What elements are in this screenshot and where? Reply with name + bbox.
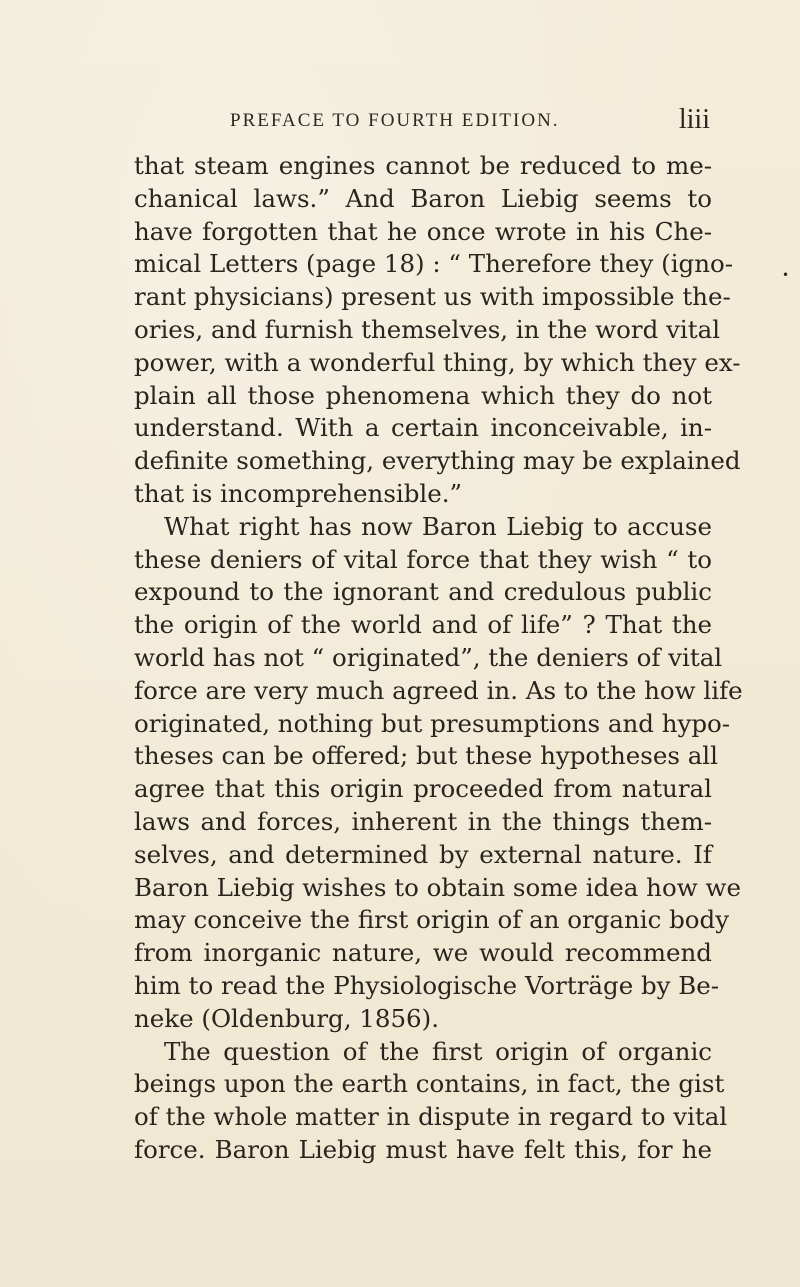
text-line: neke (Oldenburg, 1856). [134, 1003, 439, 1033]
text-line: selves, and determined by external nature. If [134, 839, 712, 869]
text-line: Baron Liebig wishes to obtain some idea how we [134, 872, 741, 902]
page-number: liii [678, 104, 710, 135]
text-line: understand. With a certain inconceivable, in- [134, 413, 712, 443]
text-line: definite something, everything may be explained [134, 446, 741, 476]
page-header [200, 104, 710, 146]
text-line: plain all those phenomena which they do not [134, 380, 712, 410]
text-line: of the whole matter in dispute in regard to vital [134, 1102, 728, 1132]
text-line: power, with a wonderful thing, by which they ex- [134, 347, 741, 377]
text-line: him to read the Physiologische Vorträge by Be- [134, 970, 720, 1000]
text-line: rant physicians) present us with impossible the- [134, 282, 731, 312]
running-head: PREFACE TO FOURTH EDITION. [230, 110, 560, 131]
body-text [134, 150, 743, 1167]
text-line: ories, and furnish themselves, in the word vital [134, 314, 721, 344]
text-line: originated, nothing but presumptions and hypo- [134, 708, 731, 738]
text-line: force are very much agreed in. As to the how life [134, 675, 743, 705]
text-line: What right has now Baron Liebig to accuse [164, 511, 712, 541]
text-line: chanical laws.” And Baron Liebig seems to [134, 183, 712, 213]
text-line: laws and forces, inherent in the things them- [134, 806, 712, 836]
text-line: from inorganic nature, we would recommend [134, 938, 712, 968]
text-line: agree that this origin proceeded from natural [134, 774, 712, 804]
text-line: theses can be offered; but these hypotheses all [134, 741, 718, 771]
text-line: the origin of the world and of life” ? That the [134, 610, 712, 640]
text-line: may conceive the first origin of an organic body [134, 905, 730, 935]
text-line: have forgotten that he once wrote in his Che- [134, 216, 712, 246]
text-line: force. Baron Liebig must have felt this, for he [134, 1134, 712, 1164]
text-line: The question of the first origin of organic [164, 1036, 712, 1066]
text-line: world has not “ originated”, the deniers of vital [134, 642, 723, 672]
text-line: these deniers of vital force that they wish “ to [134, 544, 712, 574]
text-line: mical Letters (page 18) : “ Therefore they (igno- [134, 249, 734, 279]
margin-mark: • [782, 268, 790, 282]
text-line: that is incomprehensible.” [134, 478, 463, 508]
text-line: that steam engines cannot be reduced to me- [134, 151, 712, 180]
text-line: expound to the ignorant and credulous public [134, 577, 712, 607]
text-line: beings upon the earth contains, in fact, the gist [134, 1069, 725, 1099]
